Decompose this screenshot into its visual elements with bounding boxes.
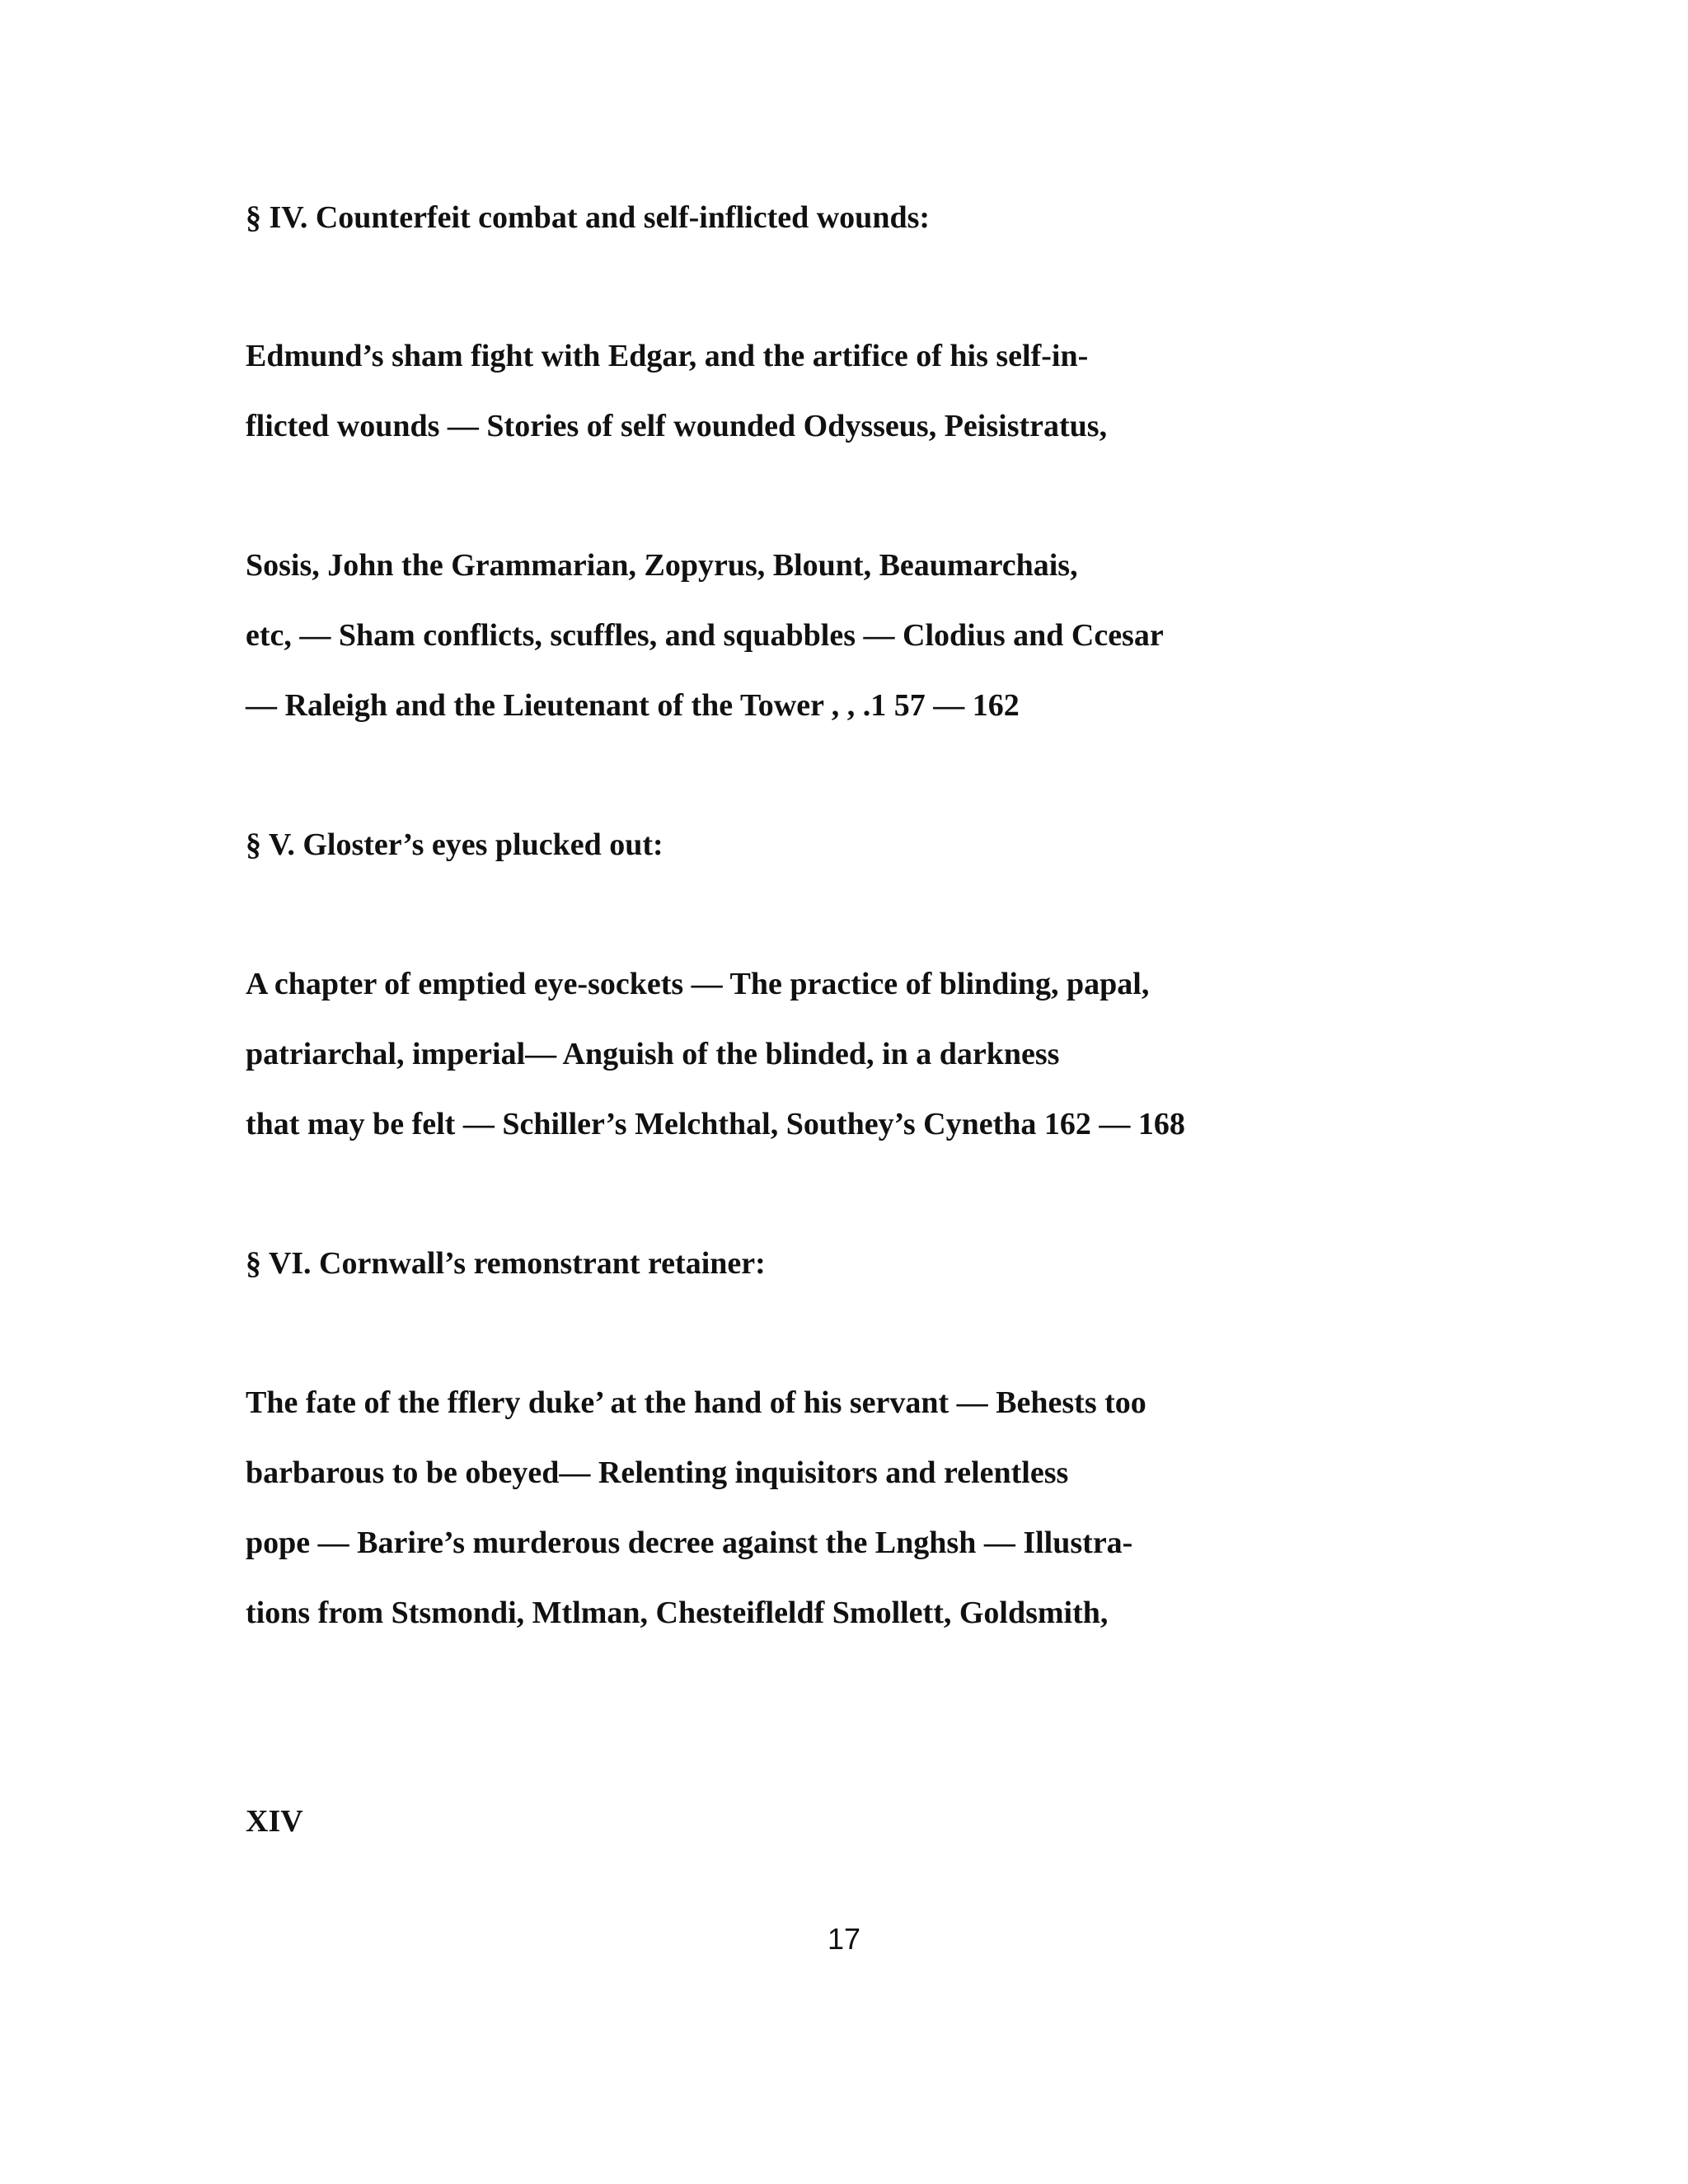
text-line: tions from Stsmondi, Mtlman, Chesteifleldf Smollett, Goldsmith,: [246, 1596, 1109, 1630]
section-heading-iv: § IV. Counterfeit combat and self-inflicted wounds:: [246, 200, 931, 235]
text-line: barbarous to be obeyed— Relenting inquisitors and relentless: [246, 1455, 1069, 1490]
roman-numeral: XIV: [246, 1804, 303, 1839]
text-line: — Raleigh and the Lieutenant of the Tower , , .1 57 — 162: [246, 688, 1020, 723]
text-line: flicted wounds — Stories of self wounded Odysseus, Peisistratus,: [246, 409, 1108, 443]
text-line: that may be felt — Schiller’s Melchthal, Southey’s Cynetha 162 — 168: [246, 1107, 1185, 1141]
section-heading-vi: § VI. Cornwall’s remonstrant retainer:: [246, 1246, 766, 1281]
text-line: patriarchal, imperial— Anguish of the blinded, in a darkness: [246, 1037, 1060, 1071]
text-line: A chapter of emptied eye-sockets — The practice of blinding, papal,: [246, 967, 1150, 1001]
text-line: Edmund’s sham fight with Edgar, and the artifice of his self-in-: [246, 339, 1089, 373]
page-number: 17: [827, 1922, 861, 1956]
text-line: pope — Barire’s murderous decree against the Lnghsh — Illustra-: [246, 1526, 1133, 1560]
text-line: etc, — Sham conflicts, scuffles, and squabbles — Clodius and Ccesar: [246, 618, 1164, 653]
text-line: Sosis, John the Grammarian, Zopyrus, Blount, Beaumarchais,: [246, 548, 1078, 583]
text-line: The fate of the fflery duke’ at the hand of his servant — Behests too: [246, 1385, 1146, 1420]
section-heading-v: § V. Gloster’s eyes plucked out:: [246, 827, 663, 862]
